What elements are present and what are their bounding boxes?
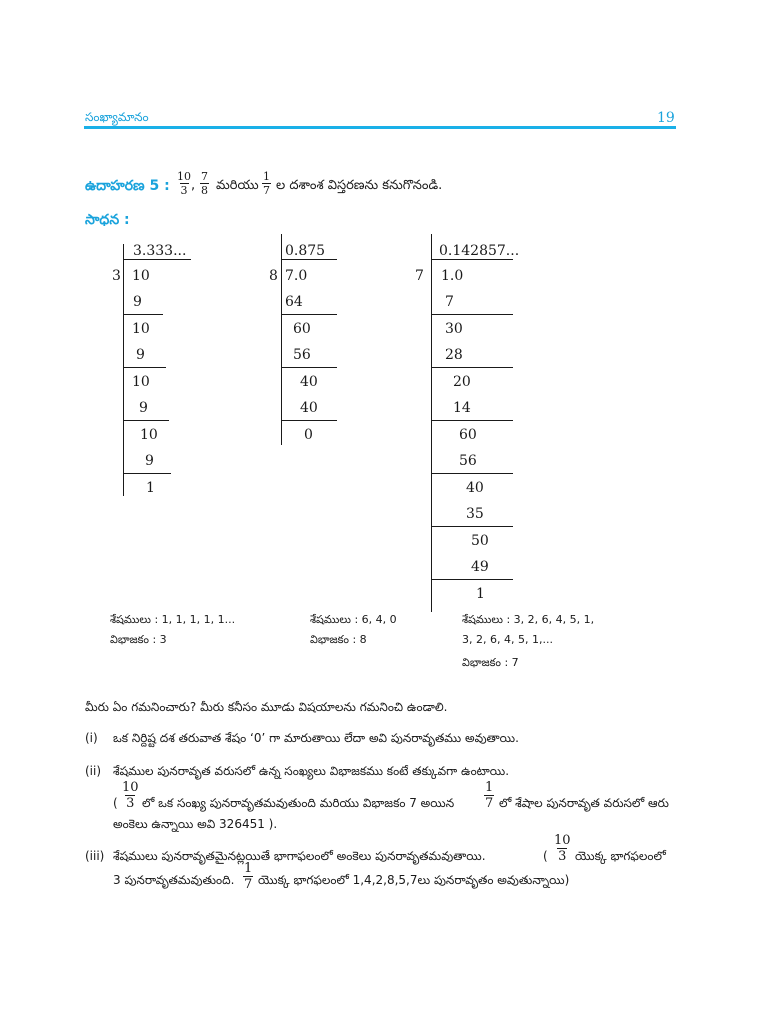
step-subtract: 56 (459, 453, 477, 469)
fraction-7-8: $\frac{7}{8}$ (201, 170, 208, 197)
paren-open: ( (543, 849, 548, 863)
fraction-1-7-iii: $\frac{1}{7}$ (244, 861, 253, 892)
running-title: సంఖ్యామానం (85, 110, 149, 124)
example-text: ల దశాంశ విస్తరణను కనుగొనండి. (276, 178, 443, 193)
item-number-iii: (iii) (85, 849, 105, 863)
solution-label: సాధన : (85, 212, 130, 228)
item-text-iii-line2a: 3 పునరావృతమవుతుంది. (113, 873, 235, 887)
item-number-i: (i) (85, 731, 98, 745)
step-dividend: 7.0 (285, 268, 308, 284)
step-subtract: 35 (466, 506, 484, 522)
item-text-iii-end: యొక్క భాగఫలంలో (575, 849, 666, 863)
step-rule (431, 526, 513, 527)
item-text-ii-line3: అంకెలు ఉన్నాయి అవి 326451 ). (113, 817, 278, 831)
step-remainder: 10 (132, 321, 150, 337)
step-remainder: 40 (466, 480, 484, 496)
quotient: 0.142857... (439, 243, 520, 259)
step-remainder: 40 (300, 374, 318, 390)
example-connector: మరియు (216, 178, 259, 193)
item-text-ii-cont: లో ఒక సంఖ్య పునరావృతమవుతుంది మరియు విభాజకం 7 అయిన (142, 796, 455, 810)
quotient-rule (281, 259, 337, 260)
item-text-i: ఒక నిర్దిష్ట దశ తరువాత శేషం ‘0’ గా మారుతాయి లేదా అవి పునరావృతము అవుతాయి. (113, 731, 519, 745)
step-subtract: 14 (453, 400, 471, 416)
step-subtract: 9 (133, 294, 142, 310)
paren-open: ( (113, 796, 118, 810)
step-rule (431, 473, 513, 474)
divisor: 8 (269, 268, 278, 284)
quotient-rule (431, 259, 513, 260)
step-remainder: 0 (304, 427, 313, 443)
quotient: 0.875 (285, 243, 326, 259)
step-remainder: 60 (293, 321, 311, 337)
step-remainder: 60 (459, 427, 477, 443)
step-subtract: 9 (145, 453, 154, 469)
quotient-rule (123, 259, 191, 260)
fraction-10-3: $\frac{10}{3}$ (177, 170, 191, 197)
step-rule (123, 314, 163, 315)
divisor-note-c: విభాజకం : 7 (462, 656, 519, 669)
fraction-1-7: $\frac{1}{7}$ (263, 170, 270, 197)
item-number-ii: (ii) (85, 764, 102, 778)
step-subtract: 49 (471, 559, 489, 575)
step-subtract: 9 (136, 347, 145, 363)
item-text-iii-line2b: యొక్క భాగఫలంలో 1,4,2,8,5,7లు పునరావృతం అవుతున్నాయి) (258, 873, 570, 887)
step-remainder: 50 (471, 533, 489, 549)
divisor-note-b: విభాజకం : 8 (310, 633, 367, 646)
item-text-ii-end: లో శేషాల పునరావృత వరుసలో ఆరు (499, 796, 669, 810)
step-subtract: 28 (445, 347, 463, 363)
step-rule (431, 314, 513, 315)
divisor-note-a: విభాజకం : 3 (110, 633, 167, 646)
page-number: 19 (657, 110, 675, 126)
division-bar (431, 234, 432, 612)
step-remainder: 1 (476, 586, 485, 602)
step-subtract: 64 (285, 294, 303, 310)
step-remainder: 30 (445, 321, 463, 337)
step-remainder: 10 (132, 374, 150, 390)
remainders-note-a: శేషములు : 1, 1, 1, 1, 1... (110, 613, 236, 626)
quotient: 3.333... (133, 243, 187, 259)
item-text-iii: శేషములు పునరావృతమైనట్లయితే భాగాఫలంలో అంకెలు పునరావృతమవుతాయి. (113, 849, 486, 863)
step-rule (123, 367, 166, 368)
division-bar (123, 244, 124, 496)
step-rule (431, 367, 513, 368)
fraction-10-3-iii: $\frac{10}{3}$ (554, 833, 571, 864)
remainders-note-c-cont: 3, 2, 6, 4, 5, 1,... (462, 633, 553, 646)
header-rule (84, 126, 676, 129)
division-bar (281, 234, 282, 445)
fraction-10-3-inline: $\frac{10}{3}$ (122, 780, 139, 811)
divisor: 7 (415, 268, 424, 284)
divisor: 3 (112, 268, 121, 284)
step-remainder: 1 (146, 480, 155, 496)
step-rule (431, 579, 513, 580)
step-rule (281, 420, 337, 421)
step-subtract: 9 (139, 400, 148, 416)
observations-intro: మీరు ఏం గమనించారు? మీరు కనీసం మూడు విషయాలను గమనించి ఉండాలి. (85, 700, 448, 714)
step-rule (281, 314, 337, 315)
step-rule (123, 420, 169, 421)
step-remainder: 10 (140, 427, 158, 443)
step-rule (281, 367, 337, 368)
fraction-1-7-inline: $\frac{1}{7}$ (485, 780, 494, 811)
remainders-note-b: శేషములు : 6, 4, 0 (310, 613, 397, 626)
step-remainder: 20 (453, 374, 471, 390)
step-subtract: 7 (445, 294, 454, 310)
step-dividend: 1.0 (441, 268, 464, 284)
remainders-note-c: శేషములు : 3, 2, 6, 4, 5, 1, (462, 613, 595, 626)
step-rule (431, 420, 513, 421)
step-subtract: 40 (300, 400, 318, 416)
item-text-ii: శేషముల పునరావృత వరుసలో ఉన్న సంఖ్యలు విభాజకము కంటే తక్కువగా ఉంటాయి. (113, 764, 510, 778)
step-rule (123, 473, 171, 474)
step-subtract: 56 (293, 347, 311, 363)
fraction-separator: , (191, 178, 196, 193)
step-dividend: 10 (132, 268, 150, 284)
example-label: ఉదాహరణ 5 : (85, 178, 170, 194)
